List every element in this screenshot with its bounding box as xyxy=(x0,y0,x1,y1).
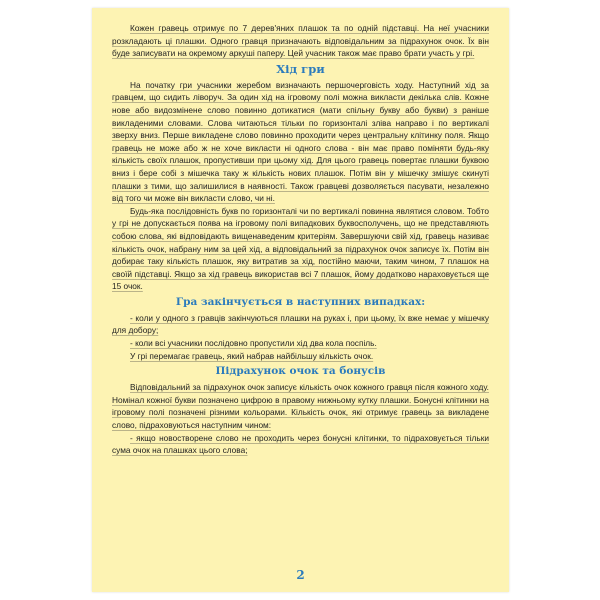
document-page xyxy=(92,8,509,592)
section-heading-game-move: Хід гри xyxy=(276,61,325,76)
game-move-paragraph-1: На початку гри учасники жеребом визначають першочерговість ходу. Наступний хід за гравцем, що сидить ліворуч. За один хід на ігровому полі можна викласти декілька слів. Кожне нове або видозмінене слово повинно дотикатися (мати спільну букву або букви) з раніше викладеними словами. Слова читаються тільки по горизонталі зліва направо і по вертикалі зверху вниз. Перше викладене слово повинно проходити через центральну клітинку поля. Якщо гравець не може або ж не хоче викласти ні одного слова - він має право поміняти будь-яку кількість своїх плашок, пропустивши при цьому хід. Для цього гравець повертає плашки буквою вниз і бере собі з мішечка таку ж кількість нових плашок. Потім він у мішечку змішує скинуті плашки з тими, що залишилися в наявності. Також гравцеві дозволяється пасувати, незалежно від того чи може він викласти слово, чи ні. xyxy=(112,79,489,204)
page-content xyxy=(112,22,489,457)
game-end-bullet-2: - коли всі учасники послідовно пропустили хід два кола поспіль. xyxy=(130,338,377,349)
page-number: 2 xyxy=(296,568,305,582)
scoring-bullet-1: - якщо новостворене слово не проходить через бонусні клітинки, то підраховується тільки сума очок на плашках цього слова; xyxy=(112,432,489,456)
section-heading-scoring: Підрахунок очок та бонусів xyxy=(215,365,386,378)
game-move-paragraph-2: Будь-яка послідовність букв по горизонталі чи по вертикалі повинна являтися словом. Тобто у грі не допускається поява на ігровому полі випадкових буквосполучень, що не представляють собою слова, які відповідають вищенаведеним критеріям. Завершуючи свій хід, гравець називає кількість очок, набрану ним за цей хід, а відповідальний за підрахунок очок записує їх. Потім він добирає таку кількість плашок, яку витратив за хід, постійно маючи, таким чином, 7 плашок на своїй підставці. Якщо за хід гравець використав всі 7 плашок, йому додатково нараховується ще 15 очок. xyxy=(112,205,489,292)
section-heading-game-end: Гра закінчується в наступних випадках: xyxy=(175,295,426,308)
intro-paragraph: Кожен гравець отримує по 7 дерев'яних плашок та по одній підставці. На неї учасники розкладають ці плашки. Одного гравця призначають відповідальним за підрахунок очок. Їх він буде записувати на окремому аркуші паперу. Цей учасник також має право брати участь у грі. xyxy=(112,23,489,59)
game-end-bullet-1: - коли у одного з гравців закінчуються плашки на руках і, при цьому, їх вже немає у мішечку для добору; xyxy=(112,312,489,336)
game-end-winner-line: У грі перемагає гравець, який набрав найбільшу кількість очок. xyxy=(130,350,374,361)
scoring-paragraph-1: Відповідальний за підрахунок очок записує кількість очок кожного гравця після кожного ходу. Номінал кожної букви позначено цифрою в правому нижньому кутку плашки. Бонусні клітинки на ігровому полі позначені різними кольорами. Кількість очок, які отримує гравець за викладене слово, підраховуються наступним чином: xyxy=(112,382,489,431)
